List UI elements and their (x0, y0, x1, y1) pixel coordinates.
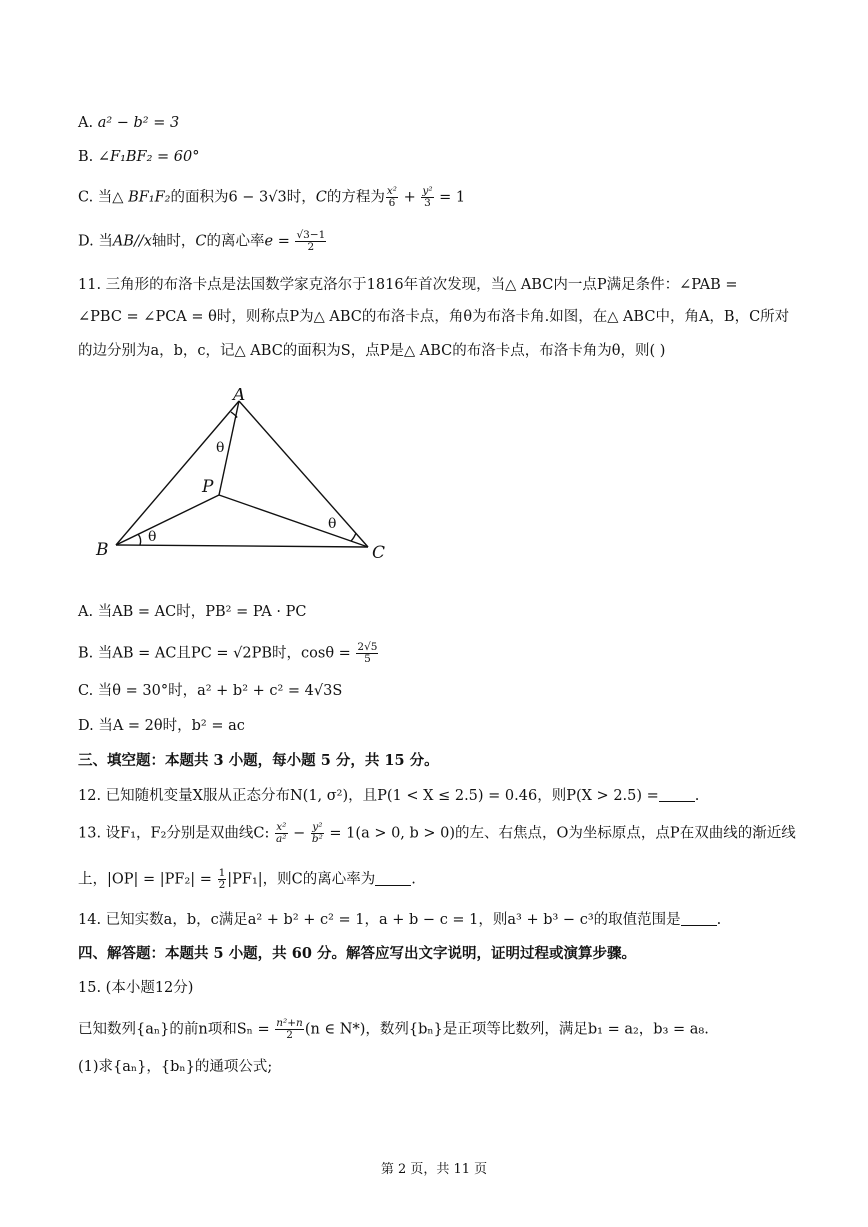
q10-option-a (78, 112, 179, 134)
question-text: 已知数列{aₙ}的前n项和Sₙ = (78, 1021, 275, 1038)
frac-num: y² (312, 821, 323, 833)
frac-den: 2 (286, 1029, 293, 1041)
text: 的方程为 (326, 189, 385, 206)
q15-title: 15. (本小题12分) (78, 980, 194, 996)
q11-option-a: A. 当AB = AC时，PB² = PA · PC (78, 604, 307, 620)
heading-number: 5 (208, 945, 229, 962)
segment-pb (116, 495, 219, 545)
theta-label-a: θ (216, 440, 225, 456)
question-end: . (716, 912, 722, 928)
text: 的离心率 (206, 233, 265, 250)
math: BF₁F₂ (128, 189, 171, 206)
text: 轴时， (151, 233, 196, 250)
question-end: . (694, 788, 700, 804)
math: e = (264, 233, 295, 250)
frac-den: 2 (218, 879, 226, 891)
q12 (78, 785, 699, 807)
frac-den: 3 (424, 197, 431, 209)
fraction (421, 186, 433, 209)
heading-text: 分。 (409, 752, 439, 769)
page-footer: 第 2 页，共 11 页 (380, 1162, 488, 1177)
question-text: |PF₁|，则C的离心率为 (227, 871, 376, 888)
q13-line-2 (78, 868, 416, 891)
option-label: A. (78, 115, 98, 131)
heading-text: 分。解答应写出文字说明，证明过程或演算步骤。 (316, 945, 636, 962)
math: AB//x (112, 233, 152, 250)
q11-option-b (78, 642, 379, 665)
heading-number: 3 (208, 752, 229, 769)
q11-option-c: C. 当θ = 30°时，a² + b² + c² = 4√3S (78, 683, 343, 699)
heading-number: 5 (315, 752, 336, 769)
q10-option-c (78, 186, 465, 209)
answer-blank (375, 871, 411, 886)
theta-label-c: θ (328, 516, 337, 532)
math: − (288, 825, 310, 842)
frac-num: √3−1 (296, 229, 326, 241)
angle-arc-b (138, 534, 141, 545)
fraction (311, 822, 324, 845)
q11-option-d: D. 当A = 2θ时，b² = ac (78, 718, 245, 734)
q14 (78, 909, 721, 931)
frac-den: 6 (388, 197, 396, 209)
heading-text: 三、填空题：本题共 (78, 752, 209, 769)
fraction (386, 186, 398, 209)
fraction (356, 642, 378, 665)
q11-line-3: 的边分别为a，b，c，记△ ABC的面积为S，点P是△ ABC的布洛卡点，布洛卡角为θ，则( ) (78, 343, 666, 359)
frac-den: 2 (307, 241, 315, 253)
option-label: B. (78, 149, 98, 165)
frac-den: a² (276, 833, 287, 845)
math: C (195, 233, 207, 250)
question-text: 14. 已知实数a，b，c满足a² + b² + c² = 1，a + b − c = 1，则a³ + b³ − c³的取值范围是 (78, 912, 681, 928)
answer-blank (681, 911, 717, 926)
fraction (218, 868, 227, 891)
label-c: C (372, 543, 386, 563)
fraction (295, 230, 326, 253)
frac-num: y² (422, 185, 433, 197)
frac-num: x² (386, 185, 398, 197)
heading-text: 小题，每小题 (228, 752, 316, 769)
option-text: B. 当AB = AC且PC = √2PB时，cosθ = (78, 645, 356, 662)
math: = 1 (434, 189, 466, 206)
option-label: D. 当 (78, 233, 113, 250)
theta-label-b: θ (148, 529, 157, 545)
option-label: C. 当△ (78, 189, 129, 206)
section-4-heading (78, 943, 636, 965)
frac-num: x² (276, 821, 287, 833)
label-b: B (96, 540, 109, 560)
heading-text: 小题，共 (228, 945, 287, 962)
text: 的面积为 (170, 189, 229, 206)
frac-num: 1 (218, 867, 226, 879)
q15-statement (78, 1018, 709, 1041)
label-p: P (202, 477, 214, 497)
q15-part-1: (1)求{aₙ}，{bₙ}的通项公式; (78, 1059, 273, 1075)
option-expr: ∠F₁BF₂ = 60° (97, 149, 200, 165)
q10-option-d (78, 230, 327, 253)
math: + (399, 189, 421, 206)
heading-text: 四、解答题：本题共 (78, 945, 209, 962)
question-end: . (411, 871, 416, 888)
question-text: 12. 已知随机变量X服从正态分布N(1, σ²)，且P(1 < X ≤ 2.5) = 0.46，则P(X > 2.5) = (78, 788, 659, 804)
frac-den: b² (311, 833, 323, 845)
question-text: = 1(a > 0, b > 0)的左、右焦点，O为坐标原点，点P在双曲线的渐近线 (324, 825, 796, 842)
answer-blank (659, 787, 695, 802)
text: 时， (286, 189, 316, 206)
q11-line-2: ∠PBC = ∠PCA = θ时，则称点P为△ ABC的布洛卡点，角θ为布洛卡角.如图，在△ ABC中，角A，B，C所对 (78, 309, 790, 325)
q10-option-b (78, 146, 200, 168)
math: 6 − 3√3 (228, 189, 287, 206)
frac-den: 5 (364, 653, 371, 665)
angle-arc-c (351, 533, 356, 541)
question-text: (n ∈ N*)，数列{bₙ}是正项等比数列，满足b₁ = a₂，b₃ = a₈. (304, 1021, 709, 1038)
fraction (275, 822, 287, 845)
math: C (315, 189, 327, 206)
heading-number: 60 (286, 945, 317, 962)
section-3-heading (78, 750, 439, 772)
q13-line-1 (78, 822, 796, 845)
side-bc (116, 545, 368, 547)
heading-number: 15 (379, 752, 410, 769)
frac-num: n²+n (276, 1017, 303, 1029)
frac-num: 2√5 (357, 641, 378, 653)
question-text: 上，|OP| = |PF₂| = (78, 871, 217, 888)
brocard-triangle-figure (92, 388, 402, 568)
option-expr: a² − b² = 3 (97, 115, 180, 131)
fraction (275, 1018, 304, 1041)
label-a: A (233, 388, 246, 405)
question-text: 13. 设F₁，F₂分别是双曲线C: (78, 825, 275, 842)
q11-line-1: 11. 三角形的布洛卡点是法国数学家克洛尔于1816年首次发现，当△ ABC内一点P满足条件：∠PAB = (78, 277, 738, 293)
side-ab (116, 401, 239, 545)
heading-text: 分，共 (335, 752, 380, 769)
